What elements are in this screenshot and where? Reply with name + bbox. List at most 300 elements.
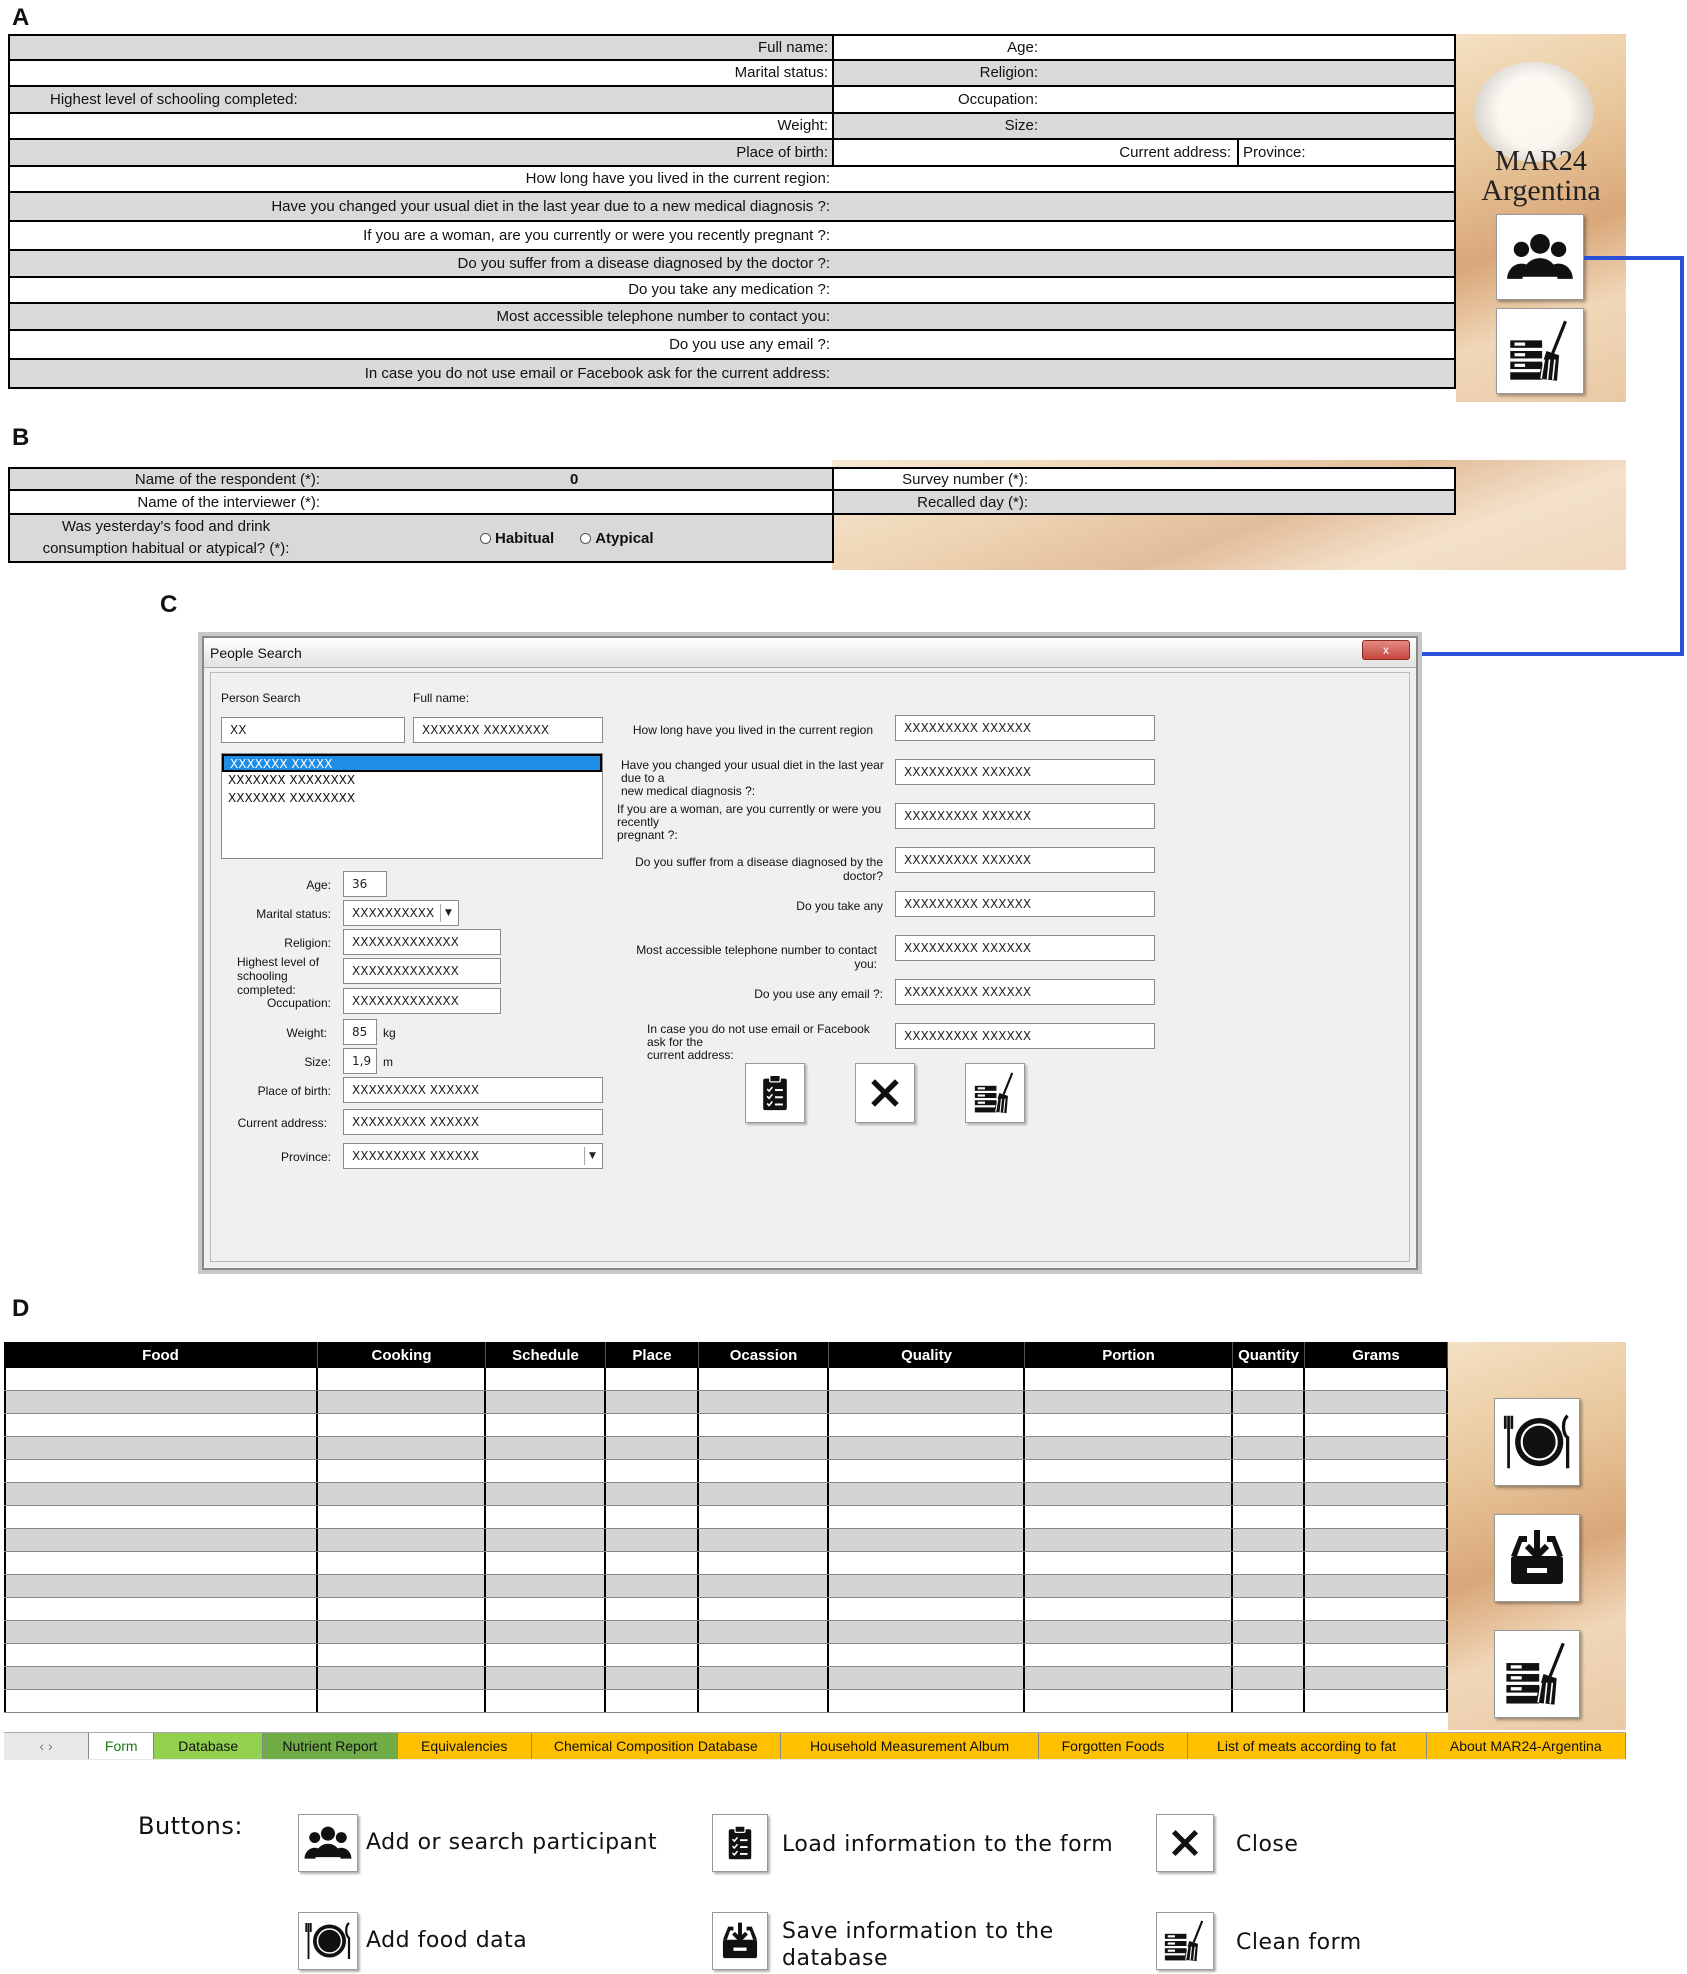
q-pregnant-label	[617, 803, 893, 842]
schooling-field[interactable]: XXXXXXXXXXXXX	[343, 958, 501, 984]
question-label: Have you changed your usual diet in the last year due to a new medical diagnosis ?:	[271, 198, 830, 215]
q-region-field[interactable]: XXXXXXXXX XXXXXX	[895, 715, 1155, 741]
table-cell[interactable]	[486, 1690, 606, 1712]
table-cell[interactable]	[486, 1529, 606, 1551]
table-cell[interactable]	[1025, 1414, 1233, 1436]
table-cell[interactable]	[4, 1667, 318, 1689]
table-cell[interactable]	[4, 1460, 318, 1482]
table-cell[interactable]	[318, 1667, 486, 1689]
table-cell[interactable]	[1305, 1391, 1448, 1413]
table-cell[interactable]	[829, 1598, 1025, 1620]
column-header: Grams	[1305, 1342, 1448, 1368]
size-unit: m	[383, 1055, 393, 1069]
table-cell[interactable]	[829, 1414, 1025, 1436]
clean-form-button[interactable]	[1496, 308, 1584, 394]
table-cell[interactable]	[318, 1575, 486, 1597]
table-cell[interactable]	[606, 1598, 699, 1620]
table-cell[interactable]	[1305, 1506, 1448, 1528]
table-cell[interactable]	[486, 1506, 606, 1528]
table-cell[interactable]	[1025, 1552, 1233, 1574]
table-row	[4, 1368, 1448, 1391]
habitual-radio[interactable]	[480, 530, 554, 547]
schooling-label-line-1: Highest level of	[237, 955, 320, 969]
question-row	[8, 278, 1456, 305]
table-cell[interactable]	[318, 1598, 486, 1620]
table-cell[interactable]	[318, 1414, 486, 1436]
logo-line-2: Argentina	[1481, 174, 1601, 207]
q-disease-field[interactable]: XXXXXXXXX XXXXXX	[895, 847, 1155, 873]
q-phone-field[interactable]: XXXXXXXXX XXXXXX	[895, 935, 1155, 961]
q-pregnant-line-2: pregnant ?:	[617, 828, 678, 842]
table-cell[interactable]	[318, 1621, 486, 1643]
tab-equivalencies[interactable]: Equivalencies	[398, 1733, 532, 1759]
table-cell[interactable]	[699, 1460, 829, 1482]
q-address-line-1: In case you do not use email or Facebook ask for the	[647, 1022, 870, 1049]
table-cell[interactable]	[4, 1414, 318, 1436]
question-row	[8, 360, 1456, 389]
table-cell[interactable]	[318, 1391, 486, 1413]
table-cell[interactable]	[486, 1621, 606, 1643]
dialog-close-button[interactable]: x	[1362, 640, 1410, 660]
current-address-label: Current address:	[834, 140, 1239, 165]
table-cell[interactable]	[1233, 1598, 1305, 1620]
person-search-label: Person Search	[221, 691, 301, 705]
table-cell[interactable]	[699, 1621, 829, 1643]
marital-status-label: Marital status:	[256, 907, 331, 921]
table-cell[interactable]	[1025, 1391, 1233, 1413]
schooling-label: Highest level of schooling completed:	[10, 87, 834, 112]
table-cell[interactable]	[486, 1437, 606, 1459]
q-diet-line-1: Have you changed your usual diet in the last year due to a	[621, 758, 884, 785]
table-cell[interactable]	[318, 1437, 486, 1459]
table-cell[interactable]	[606, 1667, 699, 1689]
size-field[interactable]: 1,9	[343, 1048, 377, 1074]
tab-about-mar24-argentina[interactable]: About MAR24-Argentina	[1427, 1733, 1626, 1759]
column-header: Cooking	[318, 1342, 486, 1368]
table-cell[interactable]	[699, 1483, 829, 1505]
table-cell[interactable]	[1233, 1368, 1305, 1390]
table-cell[interactable]	[1305, 1483, 1448, 1505]
occupation-label: Occupation:	[834, 87, 1454, 112]
table-cell[interactable]	[4, 1644, 318, 1666]
broom-list-icon	[1506, 317, 1574, 385]
form-row	[8, 61, 1456, 88]
table-cell[interactable]	[1233, 1621, 1305, 1643]
table-cell[interactable]	[1233, 1483, 1305, 1505]
list-item[interactable]: XXXXXXX XXXXXXXX	[228, 773, 356, 787]
age-label: Age:	[834, 36, 1454, 59]
table-cell[interactable]	[829, 1552, 1025, 1574]
table-row	[4, 1598, 1448, 1621]
table-cell[interactable]	[699, 1368, 829, 1390]
full-name-field[interactable]: XXXXXXX XXXXXXXX	[413, 717, 603, 743]
legend-load-info: Load information to the form	[782, 1832, 1114, 1857]
atypical-option-label: Atypical	[595, 529, 654, 547]
size-label: Size:	[834, 114, 1454, 139]
recalled-day-label: Recalled day (*):	[834, 491, 1454, 513]
table-cell[interactable]	[829, 1368, 1025, 1390]
table-cell[interactable]	[4, 1437, 318, 1459]
table-cell[interactable]	[829, 1483, 1025, 1505]
respondent-label: Name of the respondent (*):	[134, 470, 320, 488]
table-cell[interactable]	[318, 1529, 486, 1551]
legend-add-food: Add food data	[366, 1928, 528, 1953]
table-cell[interactable]	[1305, 1529, 1448, 1551]
close-icon	[1167, 1825, 1203, 1861]
question-row	[8, 167, 1456, 194]
connector-line	[1584, 256, 1684, 260]
table-cell[interactable]	[606, 1460, 699, 1482]
table-cell[interactable]	[318, 1644, 486, 1666]
question-label: Do you take any medication ?:	[628, 281, 830, 299]
column-header: Quantity	[1233, 1342, 1305, 1368]
table-cell[interactable]	[1305, 1460, 1448, 1482]
table-cell[interactable]	[1233, 1460, 1305, 1482]
table-cell[interactable]	[486, 1644, 606, 1666]
q-disease-label: Do you suffer from a disease diagnosed by the doctor?	[635, 855, 883, 883]
table-cell[interactable]	[1305, 1644, 1448, 1666]
q-pregnant-field[interactable]: XXXXXXXXX XXXXXX	[895, 803, 1155, 829]
age-field[interactable]: 36	[343, 871, 387, 897]
dialog-body	[210, 672, 1410, 1262]
province-label: Province:	[280, 1150, 331, 1164]
question-label: Do you suffer from a disease diagnosed by the doctor ?:	[457, 254, 830, 272]
weight-label: Weight:	[286, 1026, 327, 1040]
table-cell[interactable]	[1025, 1437, 1233, 1459]
marital-status-value: XXXXXXXXXX	[352, 906, 435, 920]
tab-form[interactable]: Form	[89, 1733, 154, 1759]
size-label: Size:	[304, 1055, 331, 1069]
list-item[interactable]: XXXXXXX XXXXXXXX	[228, 791, 356, 805]
table-cell[interactable]	[1025, 1621, 1233, 1643]
table-body	[4, 1368, 1448, 1713]
table-cell[interactable]	[829, 1644, 1025, 1666]
question-row	[8, 193, 1456, 222]
question-label: In case you do not use email or Facebook ask for the current address:	[364, 364, 830, 382]
person-results-list[interactable]	[221, 753, 603, 859]
table-cell[interactable]	[1025, 1575, 1233, 1597]
table-cell[interactable]	[606, 1690, 699, 1712]
occupation-field[interactable]: XXXXXXXXXXXXX	[343, 988, 501, 1014]
add-food-data-button[interactable]	[1494, 1398, 1580, 1486]
table-cell[interactable]	[4, 1598, 318, 1620]
weight-label: Weight:	[10, 114, 834, 139]
table-cell[interactable]	[1025, 1483, 1233, 1505]
panel-letter-d: D	[12, 1295, 30, 1322]
table-cell[interactable]	[1233, 1667, 1305, 1689]
table-cell[interactable]	[606, 1437, 699, 1459]
q-phone-label: Most accessible telephone number to contact you:	[636, 943, 877, 971]
q-diet-label	[621, 759, 891, 798]
chevron-down-icon[interactable]: ▼	[440, 904, 456, 922]
table-cell[interactable]	[1025, 1690, 1233, 1712]
respondent-value[interactable]: 0	[570, 470, 579, 488]
table-cell[interactable]	[1025, 1506, 1233, 1528]
plate-cutlery-icon	[304, 1917, 352, 1965]
table-cell[interactable]	[829, 1690, 1025, 1712]
table-cell[interactable]	[486, 1598, 606, 1620]
table-cell[interactable]	[1025, 1598, 1233, 1620]
panel-letter-a: A	[12, 4, 30, 31]
table-cell[interactable]	[486, 1391, 606, 1413]
sheet-tabs	[4, 1732, 1626, 1760]
table-cell[interactable]	[1025, 1529, 1233, 1551]
table-cell[interactable]	[699, 1690, 829, 1712]
q-pregnant-line-1: If you are a woman, are you currently or were you recently	[617, 802, 882, 829]
table-cell[interactable]	[4, 1483, 318, 1505]
clean-form-button[interactable]	[965, 1063, 1025, 1123]
table-cell[interactable]	[1305, 1598, 1448, 1620]
table-cell[interactable]	[829, 1506, 1025, 1528]
table-row	[4, 1552, 1448, 1575]
question-row	[8, 251, 1456, 278]
question-row	[8, 222, 1456, 251]
question-row	[8, 331, 1456, 360]
tab-chemical-composition-database[interactable]: Chemical Composition Database	[532, 1733, 781, 1759]
table-cell[interactable]	[486, 1667, 606, 1689]
weight-unit: kg	[383, 1026, 396, 1040]
table-row	[4, 1483, 1448, 1506]
table-cell[interactable]	[4, 1575, 318, 1597]
legend-plate-icon-box	[298, 1912, 358, 1970]
question-label: How long have you lived in the current region:	[525, 170, 830, 188]
table-cell[interactable]	[829, 1460, 1025, 1482]
column-header: Place	[606, 1342, 699, 1368]
table-cell[interactable]	[1233, 1391, 1305, 1413]
religion-label: Religion:	[834, 61, 1454, 86]
table-cell[interactable]	[318, 1460, 486, 1482]
table-cell[interactable]	[606, 1621, 699, 1643]
q-address-field[interactable]: XXXXXXXXX XXXXXX	[895, 1023, 1155, 1049]
table-cell[interactable]	[486, 1414, 606, 1436]
table-cell[interactable]	[1305, 1437, 1448, 1459]
table-cell[interactable]	[4, 1391, 318, 1413]
form-row	[8, 467, 1456, 491]
table-cell[interactable]	[699, 1575, 829, 1597]
chevron-down-icon[interactable]: ▼	[584, 1147, 600, 1165]
table-cell[interactable]	[699, 1437, 829, 1459]
legend-save-line-1: Save information to the	[782, 1919, 1054, 1944]
table-cell[interactable]	[606, 1368, 699, 1390]
table-cell[interactable]	[318, 1483, 486, 1505]
table-cell[interactable]	[1233, 1575, 1305, 1597]
add-search-participant-button[interactable]	[1496, 214, 1584, 300]
person-search-input[interactable]: XX	[221, 717, 405, 743]
survey-number-label: Survey number (*):	[834, 469, 1454, 489]
dialog-titlebar	[204, 638, 1416, 668]
table-cell[interactable]	[606, 1644, 699, 1666]
religion-field[interactable]: XXXXXXXXXXXXX	[343, 929, 501, 955]
table-cell[interactable]	[606, 1575, 699, 1597]
table-cell[interactable]	[486, 1552, 606, 1574]
weight-field[interactable]: 85	[343, 1019, 377, 1045]
legend-close: Close	[1236, 1832, 1299, 1857]
table-cell[interactable]	[4, 1368, 318, 1390]
participant-form-panel	[8, 34, 1456, 389]
table-cell[interactable]	[1305, 1414, 1448, 1436]
table-cell[interactable]	[606, 1506, 699, 1528]
table-cell[interactable]	[829, 1391, 1025, 1413]
question-row	[8, 304, 1456, 331]
current-address-field[interactable]: XXXXXXXXX XXXXXX	[343, 1109, 603, 1135]
age-label: Age:	[306, 878, 331, 892]
table-cell[interactable]	[1025, 1644, 1233, 1666]
list-item[interactable]: XXXXXXX XXXXX	[222, 754, 602, 772]
save-to-database-button[interactable]	[1494, 1514, 1580, 1602]
legend-title: Buttons:	[138, 1812, 243, 1840]
table-cell[interactable]	[1025, 1368, 1233, 1390]
broom-list-icon	[1162, 1918, 1208, 1964]
legend-clean: Clean form	[1236, 1930, 1362, 1955]
place-of-birth-label: Place of birth:	[257, 1084, 331, 1098]
tab-household-measurement-album[interactable]: Household Measurement Album	[781, 1733, 1040, 1759]
table-cell[interactable]	[318, 1690, 486, 1712]
legend-add-search: Add or search participant	[366, 1830, 658, 1855]
table-cell[interactable]	[1233, 1414, 1305, 1436]
form-row	[8, 491, 1456, 515]
table-cell[interactable]	[318, 1506, 486, 1528]
table-cell[interactable]	[486, 1483, 606, 1505]
habitual-question-line-1: Was yesterday's food and drink	[61, 518, 271, 535]
table-cell[interactable]	[1025, 1460, 1233, 1482]
radio-circle-icon	[580, 533, 591, 544]
atypical-radio[interactable]	[580, 530, 653, 547]
clipboard-icon	[720, 1823, 760, 1863]
table-cell[interactable]	[318, 1368, 486, 1390]
table-cell[interactable]	[829, 1621, 1025, 1643]
habitual-cell	[10, 515, 832, 561]
q-region-label: How long have you lived in the current region	[632, 723, 873, 737]
table-cell[interactable]	[1233, 1644, 1305, 1666]
table-cell[interactable]	[829, 1575, 1025, 1597]
schooling-label-line-2: schooling completed:	[237, 969, 296, 997]
q-medication-field[interactable]: XXXXXXXXX XXXXXX	[895, 891, 1155, 917]
table-row	[4, 1575, 1448, 1598]
plate-cutlery-icon	[1502, 1407, 1572, 1477]
table-cell[interactable]	[606, 1529, 699, 1551]
interviewer-cell	[10, 491, 834, 513]
question-label: Most accessible telephone number to contact you:	[496, 307, 830, 325]
table-cell[interactable]	[1233, 1506, 1305, 1528]
table-row	[4, 1529, 1448, 1552]
broom-list-icon	[1502, 1639, 1572, 1709]
q-diet-line-2: new medical diagnosis ?:	[621, 784, 756, 798]
table-cell[interactable]	[699, 1598, 829, 1620]
table-row	[4, 1621, 1448, 1644]
table-cell[interactable]	[829, 1667, 1025, 1689]
dialog-title: People Search	[210, 644, 302, 661]
table-cell[interactable]	[1233, 1552, 1305, 1574]
food-entry-table	[4, 1342, 1448, 1713]
table-cell[interactable]	[699, 1644, 829, 1666]
table-cell[interactable]	[1233, 1690, 1305, 1712]
question-label: Do you use any email ?:	[669, 335, 830, 353]
side-banner	[1448, 1342, 1626, 1730]
table-cell[interactable]	[1233, 1437, 1305, 1459]
table-cell[interactable]	[1305, 1667, 1448, 1689]
table-cell[interactable]	[699, 1552, 829, 1574]
table-cell[interactable]	[486, 1575, 606, 1597]
occupation-label: Occupation:	[266, 996, 331, 1010]
table-cell[interactable]	[829, 1437, 1025, 1459]
form-row	[8, 87, 1456, 114]
tab-database[interactable]: Database	[154, 1733, 263, 1759]
place-of-birth-field[interactable]: XXXXXXXXX XXXXXX	[343, 1077, 603, 1103]
connector-line	[1680, 256, 1684, 656]
habitual-question	[10, 516, 322, 560]
table-cell[interactable]	[606, 1483, 699, 1505]
load-info-button[interactable]	[745, 1063, 805, 1123]
table-cell[interactable]	[1025, 1667, 1233, 1689]
table-cell[interactable]	[1233, 1529, 1305, 1551]
table-row	[4, 1667, 1448, 1690]
table-cell[interactable]	[318, 1552, 486, 1574]
form-row	[8, 515, 834, 563]
table-cell[interactable]	[4, 1506, 318, 1528]
legend-broom-icon-box	[1156, 1912, 1214, 1970]
table-cell[interactable]	[1305, 1575, 1448, 1597]
table-cell[interactable]	[486, 1368, 606, 1390]
table-cell[interactable]	[606, 1391, 699, 1413]
legend-save	[782, 1918, 1054, 1972]
tab-forgotten-foods[interactable]: Forgotten Foods	[1039, 1733, 1187, 1759]
full-name-label: Full name:	[413, 691, 470, 705]
table-row	[4, 1437, 1448, 1460]
clean-form-button[interactable]	[1494, 1630, 1580, 1718]
q-diet-field[interactable]: XXXXXXXXX XXXXXX	[895, 759, 1155, 785]
column-header: Schedule	[486, 1342, 606, 1368]
table-cell[interactable]	[699, 1506, 829, 1528]
table-cell[interactable]	[699, 1529, 829, 1551]
table-row	[4, 1506, 1448, 1529]
province-select[interactable]	[343, 1143, 603, 1169]
table-cell[interactable]	[699, 1667, 829, 1689]
tab-list-of-meats-according-to-fat[interactable]: List of meats according to fat	[1188, 1733, 1427, 1759]
table-cell[interactable]	[486, 1460, 606, 1482]
habitual-question-line-2: consumption habitual or atypical? (*):	[42, 540, 290, 557]
schooling-label	[237, 955, 337, 997]
marital-status-select[interactable]	[343, 900, 459, 926]
tab-scroll-arrows[interactable]: ‹ ›	[4, 1733, 89, 1759]
habitual-option-label: Habitual	[495, 529, 555, 547]
close-button[interactable]	[855, 1063, 915, 1123]
table-cell[interactable]	[699, 1391, 829, 1413]
save-tray-icon	[719, 1920, 761, 1962]
q-email-field[interactable]: XXXXXXXXX XXXXXX	[895, 979, 1155, 1005]
legend-people-icon-box	[298, 1814, 358, 1872]
question-label: If you are a woman, are you currently or were you recently pregnant ?:	[363, 227, 830, 244]
table-cell[interactable]	[1305, 1690, 1448, 1712]
table-cell[interactable]	[4, 1621, 318, 1643]
table-cell[interactable]	[1305, 1621, 1448, 1643]
table-cell[interactable]	[4, 1552, 318, 1574]
side-banner	[1456, 34, 1626, 402]
table-cell[interactable]	[699, 1414, 829, 1436]
survey-info-panel	[8, 467, 1456, 563]
table-cell[interactable]	[1305, 1552, 1448, 1574]
column-header: Food	[4, 1342, 318, 1368]
interviewer-label: Name of the interviewer (*):	[137, 493, 320, 511]
tab-nutrient-report[interactable]: Nutrient Report	[263, 1733, 397, 1759]
table-cell[interactable]	[4, 1529, 318, 1551]
table-cell[interactable]	[829, 1529, 1025, 1551]
table-cell[interactable]	[1305, 1368, 1448, 1390]
table-cell[interactable]	[606, 1414, 699, 1436]
table-cell[interactable]	[4, 1690, 318, 1712]
table-row	[4, 1644, 1448, 1667]
people-search-dialog	[202, 636, 1418, 1270]
table-cell[interactable]	[606, 1552, 699, 1574]
